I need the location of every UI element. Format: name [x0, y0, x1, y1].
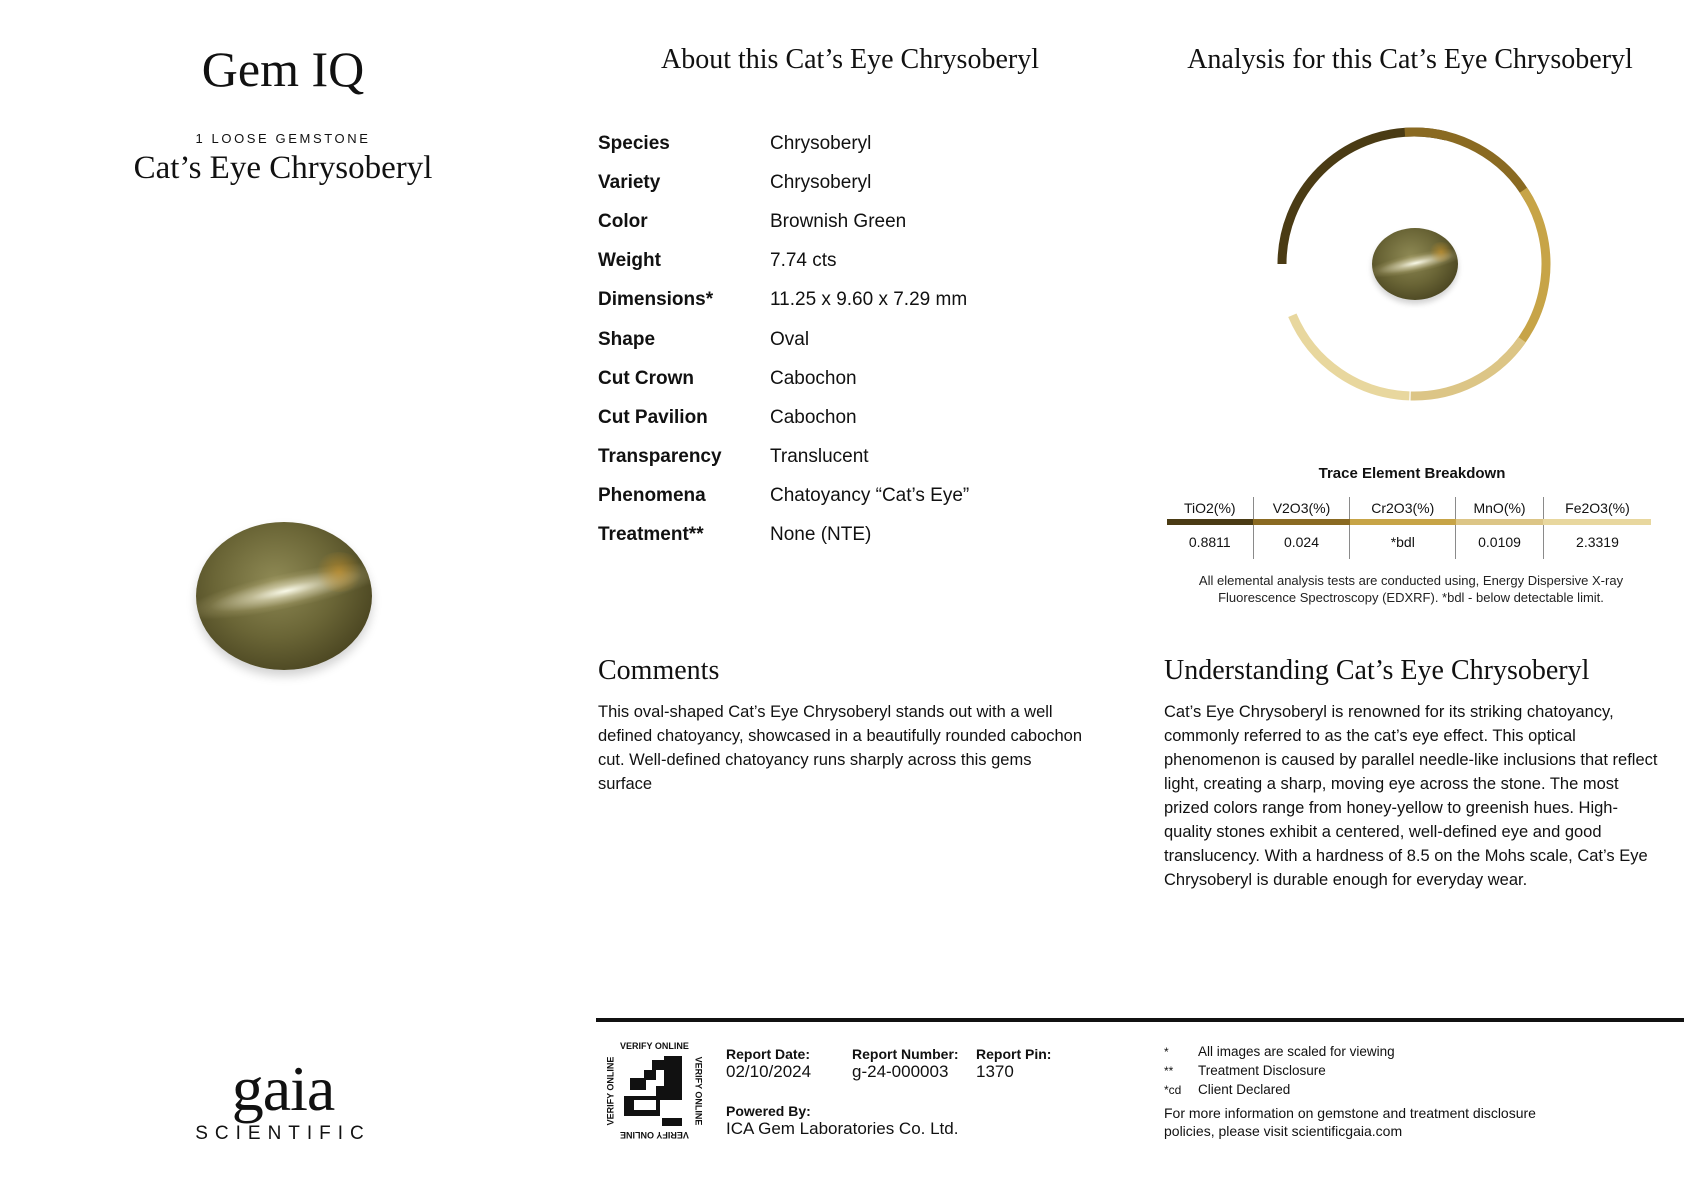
trace-column-header: Cr2O3(%) [1350, 497, 1456, 519]
powered-by-label: Powered By: [726, 1103, 811, 1119]
more-info-text: For more information on gemstone and treatment disclosure policies, please visit scientificgaia.com [1164, 1105, 1536, 1139]
understanding-text: Cat’s Eye Chrysoberyl is renowned for its striking chatoyancy, commonly referred to as the cat’s eye effect. This optical phenomenon is caused by parallel needle-like inclusions that reflect light, creating a sharp, moving eye across the stone. The most prized colors range from honey-yellow to greenish hues. High-quality stones exhibit a centered, well-defined eye and good translucency. With a hardness of 8.5 on the Mohs scale, Cat’s Eye Chrysoberyl is durable enough for everyday wear. [1164, 703, 1658, 889]
report-number-label: Report Number: [852, 1046, 959, 1062]
property-label: Shape [598, 328, 656, 350]
stone-name: Cat’s Eye Chrysoberyl [133, 150, 433, 186]
gaia-logo-subtitle: SCIENTIFIC [195, 1123, 371, 1144]
report-number-block [852, 1046, 959, 1082]
powered-by-value: ICA Gem Laboratories Co. Ltd. [726, 1119, 959, 1138]
report-date-block [726, 1046, 811, 1082]
quantity-label: 1 LOOSE GEMSTONE [195, 131, 371, 146]
property-label: Cut Pavilion [598, 406, 708, 428]
trace-value-row [1167, 525, 1651, 559]
property-value: Brownish Green [770, 210, 907, 232]
property-row [598, 320, 1078, 359]
legend-mark: *cd [1164, 1082, 1182, 1097]
property-row [598, 124, 1078, 163]
report-pin-value: 1370 [976, 1062, 1014, 1081]
property-row [598, 359, 1078, 398]
property-label: Dimensions* [598, 289, 714, 311]
brand-title: Gem IQ [201, 41, 365, 97]
legend-text: Treatment Disclosure [1198, 1063, 1326, 1078]
analysis-heading: Analysis for this Cat’s Eye Chrysoberyl [1187, 44, 1633, 75]
property-label: Transparency [598, 446, 722, 468]
gemstone-thumbnail [1372, 228, 1458, 300]
trace-column-header: Fe2O3(%) [1543, 497, 1651, 519]
trace-value: 2.3319 [1543, 525, 1651, 559]
verify-qr-code[interactable] [604, 1041, 704, 1140]
property-value: Translucent [770, 446, 869, 468]
property-row [598, 516, 1078, 555]
property-value: 7.74 cts [770, 250, 837, 272]
gemstone-image [196, 522, 372, 670]
gaia-logo: gaia [231, 1053, 335, 1124]
property-value: Oval [770, 328, 810, 350]
property-row [598, 242, 1078, 281]
property-value: Chrysoberyl [770, 171, 872, 193]
property-row [598, 281, 1078, 320]
legend-text: Client Declared [1198, 1082, 1291, 1097]
qr-label-left: VERIFY ONLINE [605, 1056, 616, 1126]
property-label: Variety [598, 171, 661, 193]
property-label: Species [598, 132, 670, 154]
qr-pattern-icon [622, 1056, 682, 1126]
property-row [598, 477, 1078, 516]
property-value: Chrysoberyl [770, 132, 872, 154]
property-label: Phenomena [598, 485, 706, 507]
about-heading: About this Cat’s Eye Chrysoberyl [661, 44, 1039, 75]
legend-item [1164, 1061, 1584, 1080]
report-pin-block [976, 1046, 1051, 1082]
qr-label-bottom: VERIFY ONLINE [620, 1130, 689, 1140]
trace-note: All elemental analysis tests are conducted using, Energy Dispersive X-ray Fluorescence Spectroscopy (EDXRF). *bdl - below detectable limit. [1198, 573, 1624, 605]
report-pin-label: Report Pin: [976, 1046, 1052, 1062]
property-value: Cabochon [770, 406, 857, 428]
property-value: None (NTE) [770, 524, 872, 546]
legend-item [1164, 1042, 1584, 1061]
trace-header-row [1167, 497, 1651, 519]
trace-value: 0.024 [1253, 525, 1350, 559]
property-row [598, 398, 1078, 437]
trace-value: 0.8811 [1188, 534, 1231, 550]
footnote-legend [1164, 1042, 1584, 1099]
property-row [598, 438, 1078, 477]
legend-text: All images are scaled for viewing [1198, 1044, 1395, 1059]
property-row [598, 163, 1078, 202]
powered-by-block [726, 1103, 958, 1139]
trace-column-header: V2O3(%) [1253, 497, 1350, 519]
qr-label-top: VERIFY ONLINE [620, 1041, 689, 1051]
comments-heading: Comments [598, 655, 720, 686]
property-label: Weight [598, 250, 661, 272]
trace-value: 0.0109 [1456, 525, 1544, 559]
footer-divider [596, 1018, 1684, 1022]
trace-title: Trace Element Breakdown [1318, 465, 1506, 482]
legend-item [1164, 1080, 1584, 1099]
legend-mark: * [1164, 1044, 1169, 1059]
properties-list [598, 124, 1078, 555]
trace-table [1167, 497, 1651, 559]
property-value: Cabochon [770, 367, 857, 389]
report-date-label: Report Date: [726, 1046, 811, 1062]
property-value: 11.25 x 9.60 x 7.29 mm [770, 289, 968, 311]
property-row [598, 202, 1078, 241]
understanding-heading: Understanding Cat’s Eye Chrysoberyl [1164, 655, 1590, 686]
trace-column-header: TiO2(%) [1183, 500, 1236, 516]
property-label: Treatment** [598, 524, 704, 546]
property-label: Color [598, 210, 648, 232]
trace-value: *bdl [1350, 525, 1456, 559]
qr-label-right: VERIFY ONLINE [693, 1056, 704, 1126]
property-value: Chatoyancy “Cat’s Eye” [770, 485, 970, 507]
comments-text: This oval-shaped Cat’s Eye Chrysoberyl stands out with a well defined chatoyancy, showcased in a beautifully rounded cabochon cut. Well-defined chatoyancy runs sharply across this gems surface [598, 703, 1083, 793]
report-number-value: g-24-000003 [852, 1062, 949, 1081]
legend-mark: ** [1164, 1063, 1174, 1078]
trace-column-header: MnO(%) [1456, 497, 1544, 519]
property-label: Cut Crown [598, 367, 695, 389]
report-date-value: 02/10/2024 [726, 1062, 812, 1081]
